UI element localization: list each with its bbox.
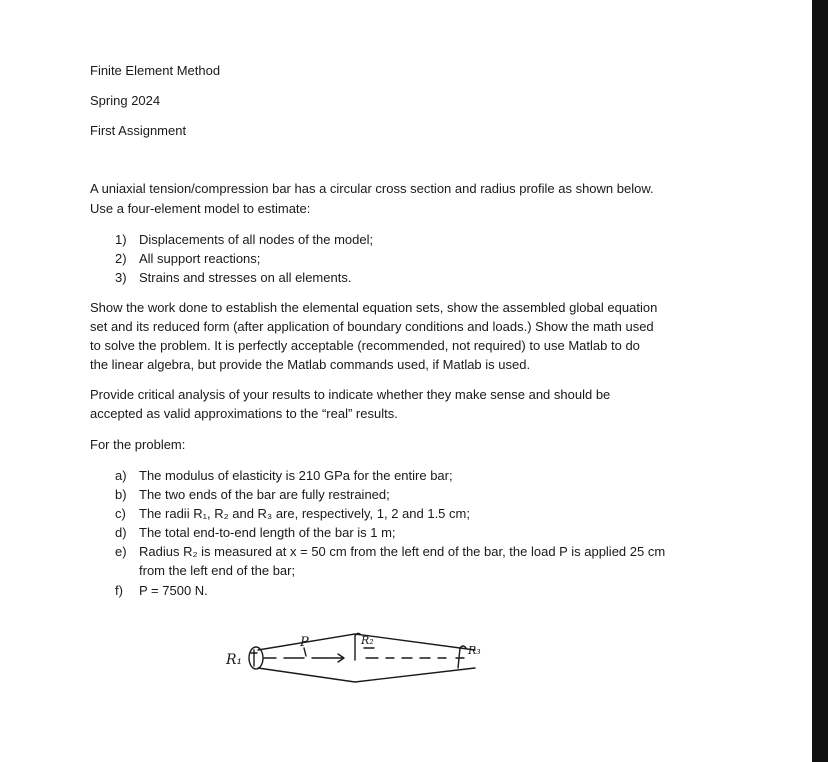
bar-sketch [220,622,500,692]
condition-item [115,524,396,541]
problem-label: For the problem: [90,437,186,452]
condition-number: f) [115,583,123,598]
work-line-1: Show the work done to establish the elemental equation sets, show the assembled global equation [90,300,658,315]
work-line-4: the linear algebra, but provide the Matlab commands used, if Matlab is used. [90,357,531,372]
condition-text: The two ends of the bar are fully restrained; [139,487,390,502]
condition-item [115,505,470,522]
intro-line-1: A uniaxial tension/compression bar has a circular cross section and radius profile as shown below. [90,181,654,196]
term: Spring 2024 [90,93,161,108]
condition-text: The radii R₁, R₂ and R₃ are, respectively, 1, 2 and 1.5 cm; [139,506,470,521]
bar-outline-bottom [258,668,475,682]
intro-line-2: Use a four-element model to estimate: [90,201,311,216]
sketch-label-p: P [300,635,309,650]
condition-e-continuation: from the left end of the bar; [139,563,296,578]
work-line-2: set and its reduced form (after application of boundary conditions and loads.) Show the math used [90,319,654,334]
task-number: 1) [115,232,127,247]
condition-text: P = 7500 N. [139,583,208,598]
sketch-label-r2: R₂ [361,634,374,647]
condition-number: b) [115,487,127,502]
load-arrow-icon [320,654,344,662]
condition-number: d) [115,525,127,540]
task-text: Strains and stresses on all elements. [139,270,352,285]
condition-number: a) [115,468,127,483]
condition-item [115,467,453,484]
condition-item [115,543,665,560]
task-item [115,269,351,286]
task-item [115,250,260,267]
condition-text: The total end-to-end length of the bar is 1 m; [139,525,396,540]
condition-item [115,582,208,599]
condition-text: The modulus of elasticity is 210 GPa for the entire bar; [139,468,453,483]
condition-item [115,486,390,503]
task-number: 2) [115,251,127,266]
condition-text: Radius R₂ is measured at x = 50 cm from the left end of the bar, the load P is applied 25 cm [139,544,666,559]
left-end-section [249,647,263,669]
r2-marker [355,633,360,660]
sketch-label-r1: R₁ [226,652,243,668]
work-line-3: to solve the problem. It is perfectly acceptable (recommended, not required) to use Matlab to do [90,338,640,353]
condition-number: c) [115,506,126,521]
sketch-label-r3: R₃ [468,644,481,657]
course-title: Finite Element Method [90,63,221,78]
analysis-line-1: Provide critical analysis of your results to indicate whether they make sense and should be [90,387,611,402]
scrollbar[interactable] [812,0,828,762]
assignment-title: First Assignment [90,123,187,138]
task-number: 3) [115,270,127,285]
left-end-marker [251,650,257,666]
task-text: All support reactions; [139,251,261,266]
task-item [115,231,373,248]
condition-number: e) [115,544,127,559]
task-text: Displacements of all nodes of the model; [139,232,374,247]
analysis-line-2: accepted as valid approximations to the “real” results. [90,406,398,421]
